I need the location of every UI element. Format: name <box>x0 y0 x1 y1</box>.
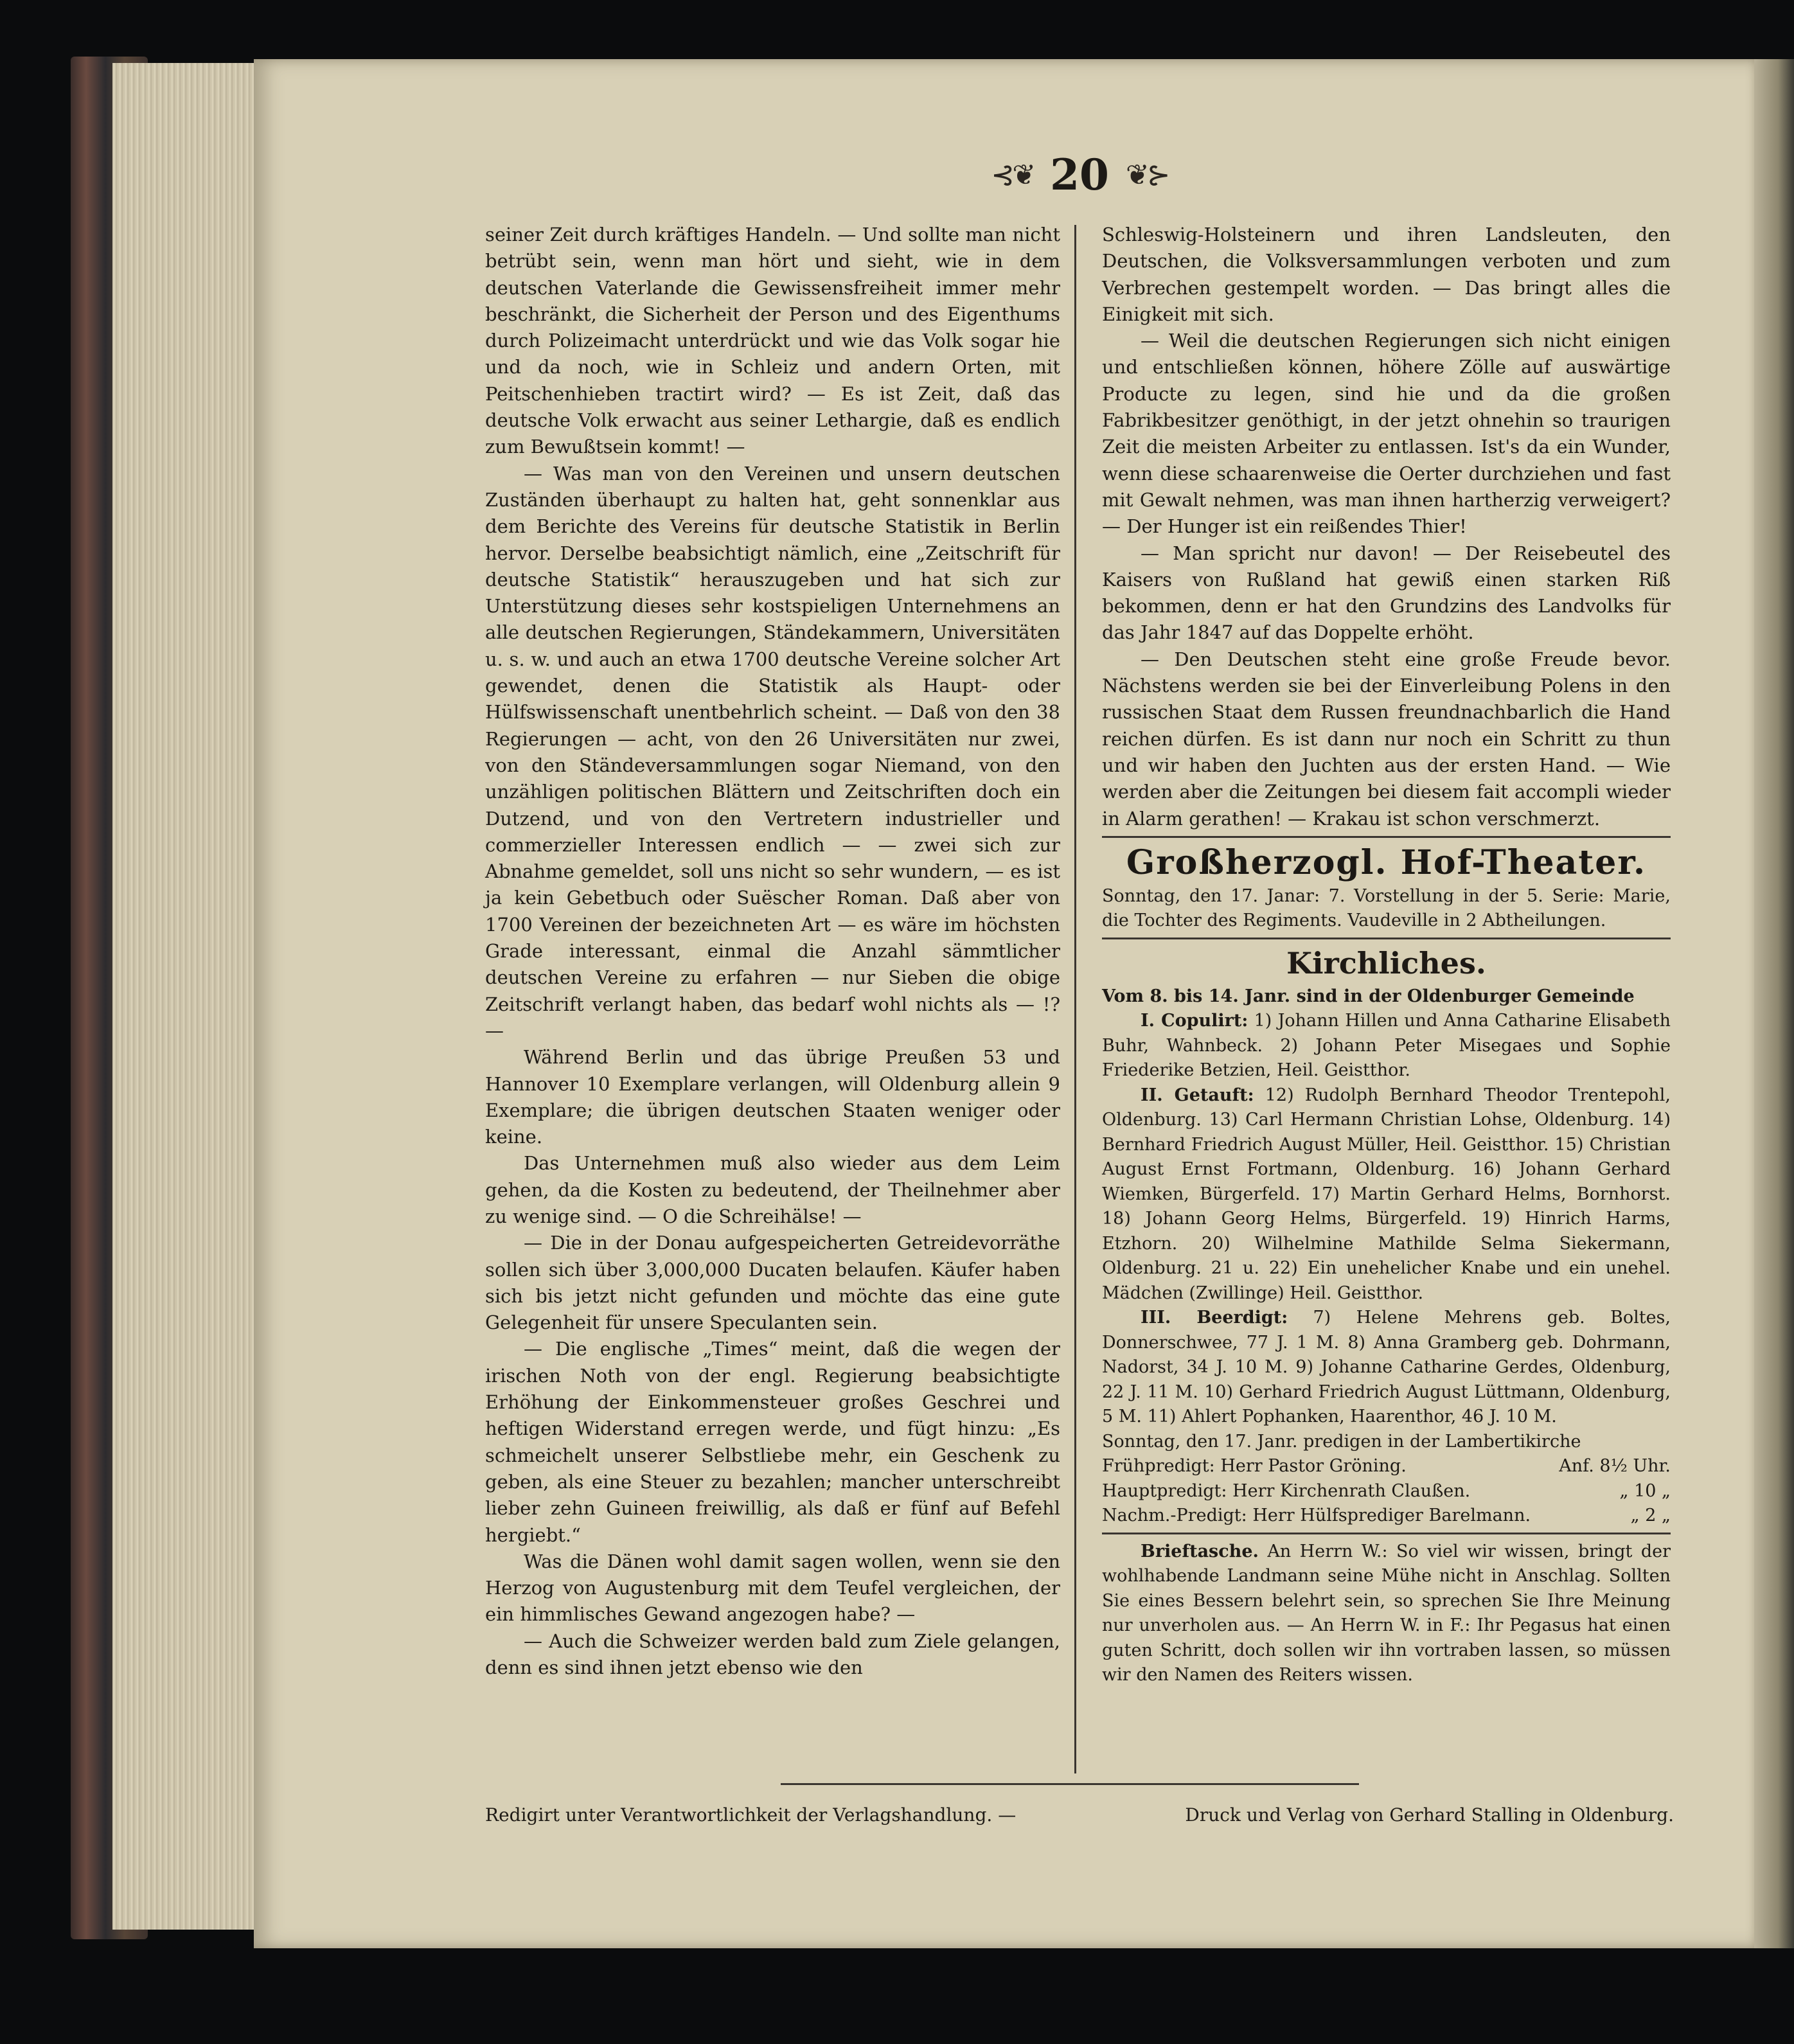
article-paragraph: — Man spricht nur davon! — Der Reisebeutel des Kaisers von Rußland hat gewiß einen starken Riß bekommen, denn er hat den Grundzins des Landvolks für das Jahr 1847 auf das Doppelte erhöht. <box>1102 542 1671 644</box>
service-label: Hauptpredigt: <box>1102 1480 1227 1501</box>
briefkasten-text: An Herrn W.: So viel wir wissen, bringt der wohlhabende Landmann seine Mühe nicht in Anschlag. Sollten Sie eines Bessern belehrt sein, so sprechen Sie Ihre Meinung nur unverholen aus. — An Herrn W. in F.: Ihr Pegasus hat einen guten Schritt, doch sollen wir ihn vortraben lassen, so müssen wir den Namen des Reiters wissen. <box>1102 1541 1671 1685</box>
copulirt-label: I. Copulirt: <box>1141 1011 1248 1031</box>
right-column <box>1102 222 1671 1688</box>
article-paragraph: seiner Zeit durch kräftiges Handeln. — Und sollte man nicht betrübt sein, wenn man hört und sieht, wie in dem deutschen Vaterlande die Gewissensfreiheit immer mehr beschränkt, die Sicherheit der Person und des Eigenthums durch Polizeimacht unterdrückt und wie das Volk sogar hie und da noch, wie in Schleiz und andern Orten, mit Peitschenhieben tractirt wird? — Es ist Zeit, daß das deutsche Volk erwacht aus seiner Lethargie, daß es endlich zum Bewußtsein kommt! — <box>485 224 1060 458</box>
getauft-label: II. Getauft: <box>1141 1085 1254 1105</box>
page-stack-edge <box>112 63 267 1930</box>
briefkasten-label: Brieftasche. <box>1141 1541 1259 1561</box>
service-label: Frühpredigt: <box>1102 1456 1215 1477</box>
beerdigt-text: 7) Helene Mehrens geb. Boltes, Donnerschwee, 77 J. 1 M. 8) Anna Gramberg geb. Dohrmann, Nadorst, 34 J. 10 M. 9) Johanne Catharine Gerdes, Oldenburg, 22 J. 11 M. 10) Gerhard Friedrich August Lüttmann, Oldenburg, 5 M. 11) Ahlert Pophanken, Haarenthor, 46 J. 10 M. <box>1102 1308 1671 1427</box>
service-time: 2 „ <box>1645 1506 1671 1526</box>
service-time-prefix: „ <box>1630 1506 1640 1526</box>
theater-heading: Großherzogl. Hof-Theater. <box>1126 842 1647 882</box>
service-row <box>1102 1479 1671 1504</box>
page-footer <box>485 1804 1674 1836</box>
service-time: 10 „ <box>1634 1480 1671 1501</box>
beerdigt-label: III. Beerdigt: <box>1141 1308 1288 1328</box>
section-divider <box>1102 938 1671 939</box>
article-paragraph: — Die in der Donau aufgespeicherten Getreidevorräthe sollen sich über 3,000,000 Ducaten belaufen. Käufer haben sich bis jetzt nicht gefunden und möchte das eine gute Gelegenheit für unsere Speculanten sein. <box>485 1232 1060 1334</box>
church-beerdigt <box>1102 1306 1671 1430</box>
theater-notice: Sonntag, den 17. Janar: 7. Vorstellung in der 5. Serie: Marie, die Tochter des Regiments. Vaudeville in 2 Abtheilungen. <box>1102 885 1671 931</box>
ornament-right-icon: ❦⊱ <box>1125 158 1168 191</box>
service-time: 8½ Uhr. <box>1599 1456 1671 1477</box>
page-header <box>938 149 1221 200</box>
church-intro: Vom 8. bis 14. Janr. sind in der Oldenburger Gemeinde <box>1102 986 1635 1006</box>
service-preacher: Herr Hülfsprediger Barelmann. <box>1252 1506 1531 1526</box>
briefkasten-notice <box>1102 1540 1671 1688</box>
article-paragraph: — Die englische „Times“ meint, daß die wegen der irischen Noth von der engl. Regierung beabsichtigte Erhöhung der Einkommensteuer großes Geschrei und heftigen Widerstand erregen werde, und fügt hinzu: „Es schmeichelt unserer Selbstliebe mehr, ein Geschenk zu geben, als eine Steuer zu bezahlen; mancher unterschreibt lieber zehn Guineen freiwillig, als daß er fünf auf Befehl hergiebt.“ <box>485 1338 1060 1546</box>
service-row <box>1102 1454 1671 1479</box>
service-time-prefix: „ <box>1619 1480 1629 1501</box>
service-row <box>1102 1504 1671 1529</box>
article-paragraph: — Was man von den Vereinen und unsern deutschen Zuständen überhaupt zu halten hat, geht sonnenklar aus dem Berichte des Vereins für deutsche Statistik in Berlin hervor. Derselbe beabsichtigt nämlich, eine „Zeitschrift für deutsche Statistik“ herauszugeben und hat sich zur Unterstützung dieses sehr kostspieligen Unternehmens an alle deutschen Regierungen, Ständekammern, Universitäten u. s. w. und auch an etwa 1700 deutsche Vereine solcher Art gewendet, denen die Statistik als Haupt- oder Hülfswissenschaft unentbehrlich scheint. — Daß von den 38 Regierungen — acht, von den 26 Universitäten nur zwei, von den Ständeversammlungen sogar Niemand, von den unzähligen politischen Blättern und Zeitschriften doch ein Dutzend, und von den Vertretern industrieller und commerzieller Interessen endlich — — zwei sich zur Abnahme gemeldet, soll uns nicht so sehr wundern, — es ist ja kein Gebetbuch oder Suëscher Roman. Daß aber von 1700 Vereinen der bezeichneten Art — es wäre im höchsten Grade interessant, einmal die Anzahl sämmtlicher deutschen Vereine zu erfahren — nur Sieben die obige Zeitschrift verlangt haben, das bedarf wohl nichts als — !? — <box>485 462 1060 1042</box>
church-sunday: Sonntag, den 17. Janr. predigen in der Lambertikirche <box>1102 1431 1581 1452</box>
service-preacher: Herr Kirchenrath Claußen. <box>1232 1480 1471 1501</box>
church-heading: Kirchliches. <box>1286 945 1486 981</box>
article-paragraph: — Auch die Schweizer werden bald zum Ziele gelangen, denn es sind ihnen jetzt ebenso wie den <box>485 1630 1060 1679</box>
column-divider <box>1074 225 1076 1773</box>
page-number: 20 <box>1050 150 1109 200</box>
article-paragraph: Schleswig-Holsteinern und ihren Landsleuten, den Deutschen, die Volksversammlungen verboten und zum Verbrechen gestempelt worden. — Das bringt alles die Einigkeit mit sich. <box>1102 224 1671 325</box>
service-time-prefix: Anf. <box>1559 1456 1594 1477</box>
church-copulirt <box>1102 1009 1671 1083</box>
left-column <box>485 222 1060 1681</box>
next-page-edge <box>1754 59 1794 1948</box>
footer-publisher: Druck und Verlag von Gerhard Stalling in Oldenburg. <box>1185 1804 1674 1826</box>
ornament-left-icon: ⊰❦ <box>991 158 1034 191</box>
article-paragraph: — Den Deutschen steht eine große Freude bevor. Nächstens werden sie bei der Einverleibung Polens in den russischen Staat dem Russen freundnachbarlich die Hand reichen dürfen. Es ist dann nur noch ein Schritt zu thun und wir haben den Juchten aus der ersten Hand. — Wie werden aber die Zeitungen bei diesem fait accompli wieder in Alarm gerathen! — Krakau ist schon verschmerzt. <box>1102 648 1671 830</box>
footer-editor-note: Redigirt unter Verantwortlichkeit der Verlagshandlung. — <box>485 1804 1017 1826</box>
article-paragraph: Während Berlin und das übrige Preußen 53 und Hannover 10 Exemplare verlangen, will Oldenburg allein 9 Exemplare; die übrigen deutschen Staaten weniger oder keine. <box>485 1046 1060 1148</box>
section-divider <box>1102 836 1671 838</box>
section-divider <box>1102 1533 1671 1534</box>
copulirt-text: 1) Johann Hillen und Anna Catharine Elisabeth Buhr, Wahnbeck. 2) Johann Peter Misegaes und Sophie Friederike Betzien, Heil. Geistthor. <box>1102 1011 1671 1081</box>
service-preacher: Herr Pastor Gröning. <box>1220 1456 1407 1477</box>
footer-divider <box>781 1783 1359 1785</box>
church-getauft <box>1102 1083 1671 1306</box>
article-paragraph: Das Unternehmen muß also wieder aus dem Leim gehen, da die Kosten zu bedeutend, der Theilnehmer aber zu wenige sind. — O die Schreihälse! — <box>485 1152 1060 1227</box>
getauft-text: 12) Rudolph Bernhard Theodor Trentepohl, Oldenburg. 13) Carl Hermann Christian Lohse, Oldenburg. 14) Bernhard Friedrich August Müller, Heil. Geistthor. 15) Christian August Ernst Fortmann, Oldenburg. 16) Johann Gerhard Wiemken, Bürgerfeld. 17) Martin Gerhard Helms, Bornhorst. 18) Johann Georg Helms, Bürgerfeld. 19) Hinrich Harms, Etzhorn. 20) Wilhelmine Mathilde Selma Siekermann, Oldenburg. 21 u. 22) Ein unehelicher Knabe und ein unehel. Mädchen (Zwillinge) Heil. Geistthor. <box>1102 1085 1671 1303</box>
article-paragraph: — Weil die deutschen Regierungen sich nicht einigen und entschließen können, höhere Zölle auf auswärtige Producte zu legen, sind hie und da die großen Fabrikbesitzer genöthigt, in der jetzt ohnehin so traurigen Zeit die meisten Arbeiter zu entlassen. Ist's da ein Wunder, wenn diese schaarenweise die Oerter durchziehen und fast mit Gewalt nehmen, was man ihnen hartherzig verweigert? — Der Hunger ist ein reißendes Thier! <box>1102 330 1671 538</box>
article-paragraph: Was die Dänen wohl damit sagen wollen, wenn sie den Herzog von Augustenburg mit dem Teufel vergleichen, der ein himmlisches Gewand angezogen habe? — <box>485 1550 1060 1626</box>
service-label: Nachm.-Predigt: <box>1102 1506 1247 1526</box>
